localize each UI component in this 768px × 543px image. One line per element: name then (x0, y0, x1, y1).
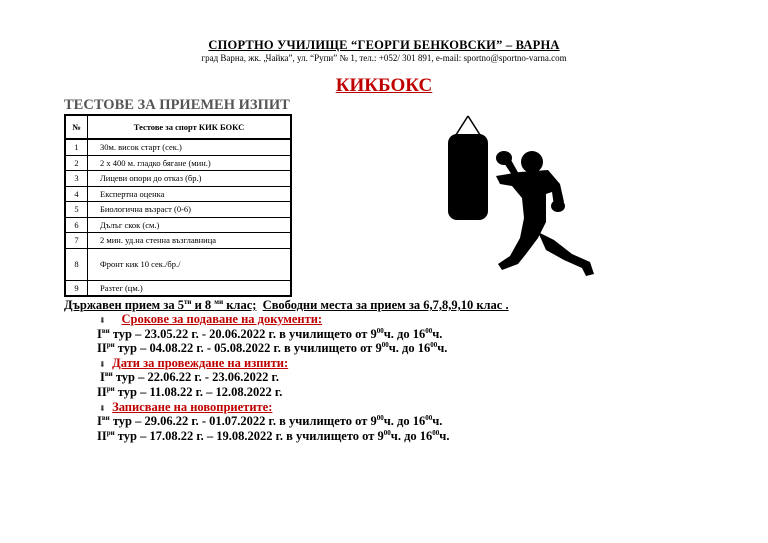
row-number: 3 (65, 171, 88, 187)
row-number: 5 (65, 202, 88, 218)
school-name: СПОРТНО УЧИЛИЩЕ “ГЕОРГИ БЕНКОВСКИ” – ВАРНА (208, 38, 560, 52)
exams-round-1: $I^{ви}$ тур – 22.06.22 г. - 23.06.2022 г. (100, 370, 279, 384)
section-heading: ТЕСТОВЕ ЗА ПРИЕМЕН ИЗПИТ (64, 97, 290, 113)
boxer-punching-bag-icon (442, 114, 602, 282)
enrollment-round-1: $I^{ви}$ тур – 29.06.22 г. - 01.07.2022 г. в училището от $9^{00}ч$. до $16^{00}ч$. (97, 414, 443, 428)
free-places: Свободни места за прием за 6,7,8,9,10 клас . (262, 298, 509, 312)
col-header-tests: Тестове за спорт КИК БОКС (88, 115, 292, 139)
row-test-name: 2 х 400 м. гладко бягане (мин.) (88, 155, 292, 171)
table-row (65, 233, 291, 249)
sport-title: КИКБОКС (335, 75, 433, 96)
exams-heading: ⬇ Дати за провеждане на изпити: (99, 356, 289, 370)
enrollment-round-2: $II^{ри}$ тур – 17.08.22 г. – 19.08.2022 г. в училището от $9^{00}ч$. до $16^{00}ч$. (97, 429, 450, 443)
row-test-name: 30м. висок старт (сек.) (88, 139, 292, 155)
table-row (65, 217, 291, 233)
row-number: 1 (65, 139, 88, 155)
col-header-number: № (65, 115, 88, 139)
enrollment-heading: ⬇ Записване на новоприетите: (99, 400, 273, 414)
row-test-name: Разтег (цм.) (88, 280, 292, 296)
row-number: 7 (65, 233, 88, 249)
table-header-row (65, 115, 291, 139)
row-test-name: Фронт кик 10 сек./бр./ (88, 248, 292, 280)
row-test-name: Лицеви опори до отказ (бр.) (88, 171, 292, 187)
row-number: 9 (65, 280, 88, 296)
documents-round-1: $I^{ви}$ тур – 23.05.22 г. - 20.06.2022 г. в училището от $9^{00}ч$. до $16^{00}ч$. (97, 327, 443, 341)
down-arrow-bullet-icon: ⬇ (99, 360, 106, 370)
row-number: 2 (65, 155, 88, 171)
table-row (65, 280, 291, 296)
row-test-name: Биологична възраст (0-6) (88, 202, 292, 218)
down-arrow-bullet-icon: ⬇ (99, 404, 106, 414)
exams-round-2: $II^{ри}$ тур – 11.08.22 г. – 12.08.2022 г. (97, 385, 283, 399)
row-number: 6 (65, 217, 88, 233)
down-arrow-bullet-icon: ⬇ (99, 316, 106, 326)
row-test-name: 2 мин. уд.на стенна възглавница (88, 233, 292, 249)
table-row (65, 186, 291, 202)
admission-line (64, 298, 509, 313)
row-number: 4 (65, 186, 88, 202)
table-row (65, 248, 291, 280)
row-test-name: Експертна оценка (88, 186, 292, 202)
documents-heading: ⬇ Срокове за подаване на документи: (99, 312, 323, 326)
school-address: град Варна, жк. „Чайка”, ул. “Рупи” № 1, тел.: +052/ 301 891, e-mail: sportno@sportno-varna.com (201, 53, 567, 63)
table-row (65, 202, 291, 218)
state-admission: Държавен прием за $5^{ти}$ и 8 $^{ми}$ клас; (64, 298, 257, 312)
row-test-name: Дълъг скок (см.) (88, 217, 292, 233)
documents-round-2: $II^{ри}$ тур – 04.08.22 г. - 05.08.2022 г. в училището от $9^{00}ч$. до $16^{00}ч$. (97, 341, 448, 355)
table-row (65, 171, 291, 187)
tests-table (64, 114, 292, 297)
row-number: 8 (65, 248, 88, 280)
table-row (65, 155, 291, 171)
table-row (65, 139, 291, 155)
